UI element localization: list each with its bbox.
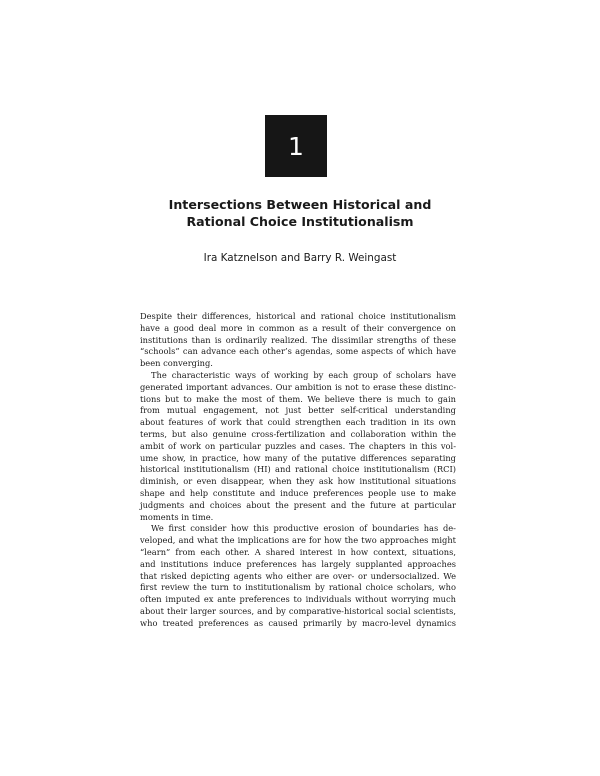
- body-text: [140, 311, 456, 630]
- body-line: “learn” from each other. A shared interest in how context, situations,: [140, 546, 456, 557]
- body-line: generated important advances. Our ambition is not to erase these distinc-: [140, 381, 456, 392]
- body-line: have a good deal more in common as a result of their convergence on: [140, 322, 456, 333]
- chapter-number-box: [265, 115, 327, 177]
- body-line: and institutions induce preferences has largely supplanted approaches: [140, 558, 456, 569]
- chapter-title: [0, 196, 600, 230]
- body-line: Despite their differences, historical and rational choice institutionalism: [140, 311, 456, 321]
- body-line: tions but to make the most of them. We believe there is much to gain: [140, 393, 456, 404]
- body-line: historical institutionalism (HI) and rational choice institutionalism (RCI): [140, 464, 456, 475]
- body-line: who treated preferences as caused primarily by macro-level dynamics: [140, 617, 456, 628]
- body-line: ume show, in practice, how many of the putative differences separating: [140, 452, 456, 463]
- body-line: often imputed ex ante preferences to individuals without worrying much: [140, 594, 456, 605]
- body-line: institutions than is ordinarily realized. The dissimilar strengths of these: [140, 334, 456, 345]
- body-line: about features of work that could strengthen each tradition in its own: [140, 417, 456, 428]
- chapter-title-line-2: Rational Choice Institutionalism: [186, 214, 414, 229]
- body-line: terms, but also genuine cross-fertilization and collaboration within the: [140, 428, 456, 439]
- body-line: diminish, or even disappear, when they ask how institutional situations: [140, 476, 456, 487]
- chapter-number: 1: [288, 131, 304, 161]
- body-line: judgments and choices about the present and the future at particular: [140, 499, 456, 510]
- body-line: been converging.: [140, 358, 213, 369]
- body-line: “schools” can advance each other’s agendas, some aspects of which have: [140, 346, 456, 357]
- body-line: that risked depicting agents who either are over- or undersocialized. We: [140, 570, 456, 581]
- body-line: We first consider how this productive erosion of boundaries has de-: [151, 523, 456, 534]
- body-line: about their larger sources, and by comparative-historical social scientists,: [140, 605, 456, 616]
- body-line: shape and help constitute and induce preferences people use to make: [140, 487, 456, 498]
- chapter-title-line-1: Intersections Between Historical and: [168, 197, 432, 212]
- body-line: ambit of work on particular puzzles and cases. The chapters in this vol-: [140, 440, 456, 451]
- body-line: The characteristic ways of working by each group of scholars have: [151, 369, 456, 380]
- body-line: moments in time.: [140, 511, 214, 522]
- body-line: veloped, and what the implications are for how the two approaches might: [140, 535, 456, 546]
- body-line: from mutual engagement, not just better self-critical understanding: [140, 405, 456, 416]
- chapter-authors: Ira Katznelson and Barry R. Weingast: [203, 252, 397, 264]
- body-line: first review the turn to institutionalism by rational choice scholars, who: [140, 582, 456, 593]
